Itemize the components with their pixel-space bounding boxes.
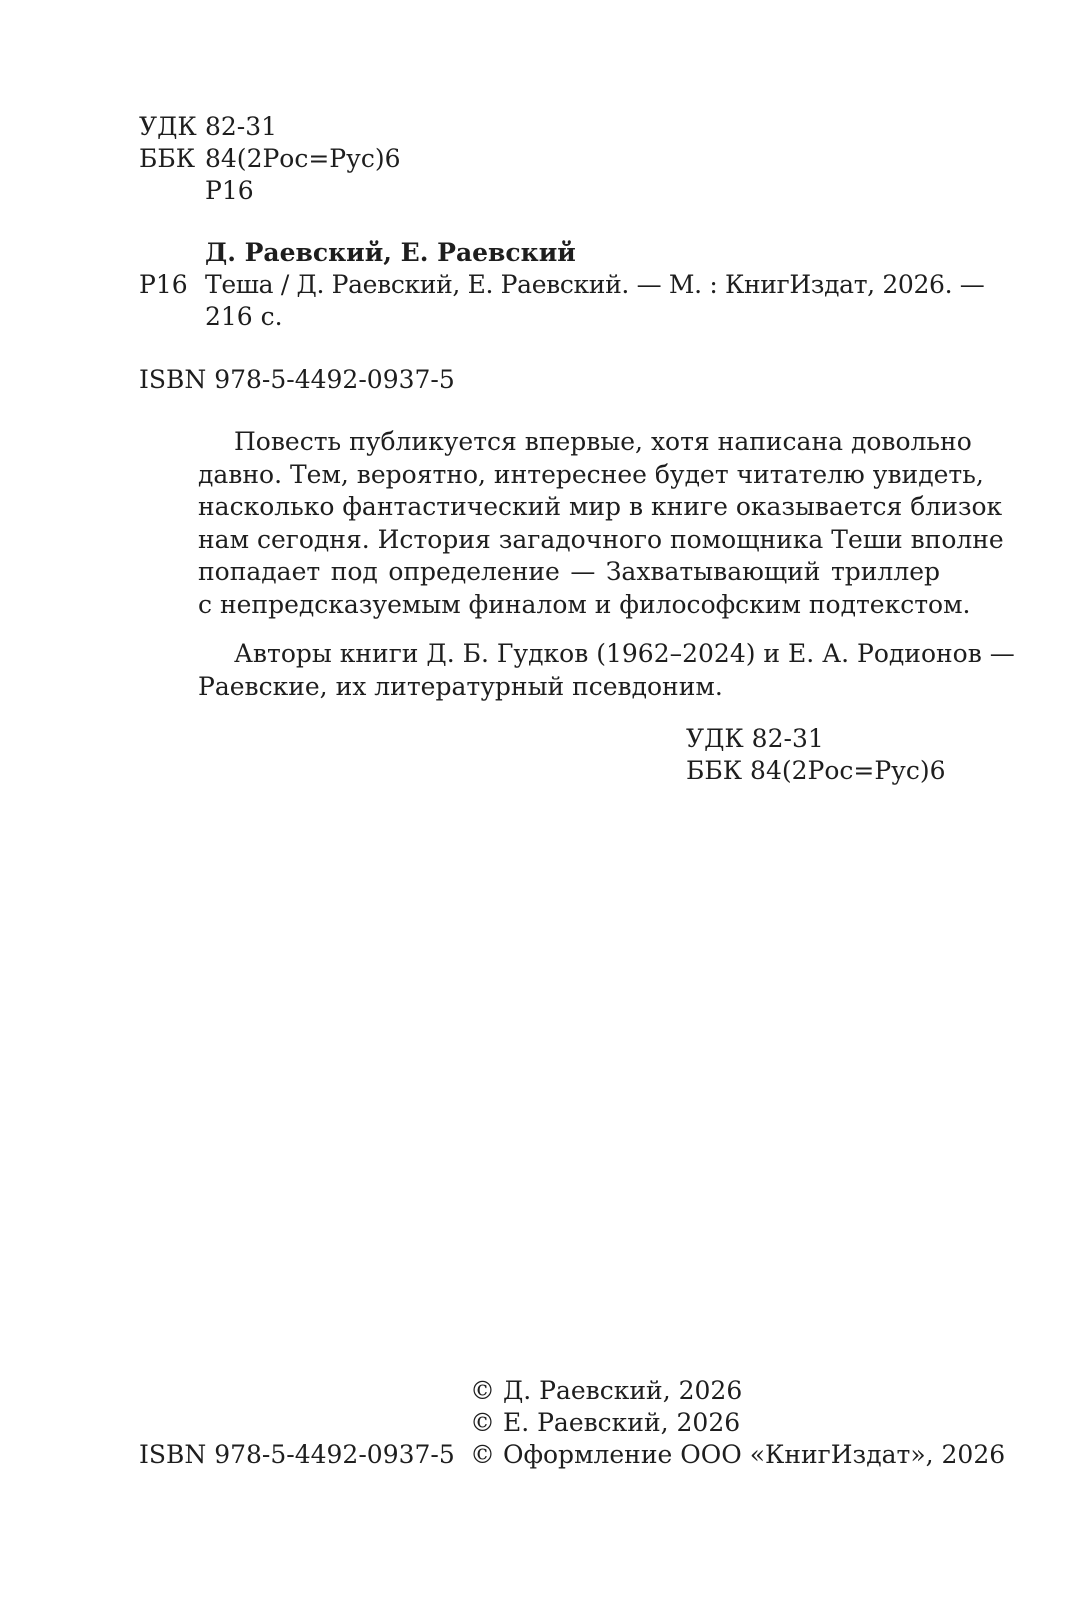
- annotation-line: Повесть публикуется впервые, хотя написана довольно: [234, 427, 972, 456]
- annotation-line: давно. Тем, вероятно, интереснее будет читателю увидеть,: [198, 459, 984, 489]
- authors-note-line: Авторы книги Д. Б. Гудков (1962–2024) и Е. А. Родионов —: [234, 639, 1015, 668]
- annotation-line: попадает под определение — Захватывающий триллер: [198, 557, 940, 586]
- bbk-repeat: ББК 84(2Рос=Рус)6: [686, 756, 946, 785]
- author-mark: Р16: [205, 176, 254, 205]
- annotation-line: с непредсказуемым финалом и философским подтекстом.: [198, 589, 971, 619]
- copyright-line: © Оформление ООО «КнигИздат», 2026: [470, 1440, 1006, 1469]
- authors-heading: Д. Раевский, Е. Раевский: [205, 238, 576, 267]
- isbn: ISBN 978-5-4492-0937-5: [139, 365, 455, 394]
- footer-isbn: ISBN 978-5-4492-0937-5: [139, 1440, 455, 1469]
- annotation-paragraph: [198, 426, 1004, 621]
- authors-note-paragraph: [198, 638, 1015, 703]
- bibliography-line-1: Теша / Д. Раевский, Е. Раевский. — М. : КнигИздат, 2026. —: [205, 270, 985, 299]
- bibliography-line-2: 216 с.: [205, 302, 283, 331]
- udk-value: 82-31: [205, 112, 278, 141]
- udk-label: УДК: [139, 112, 197, 141]
- annotation-line: насколько фантастический мир в книге оказывается близок: [198, 492, 1003, 521]
- bbk-value: 84(2Рос=Рус)6: [205, 144, 401, 173]
- copyright-line: © Д. Раевский, 2026: [470, 1376, 743, 1405]
- bibliography-mark: Р16: [139, 270, 188, 299]
- bbk-label: ББК: [139, 144, 196, 173]
- copyright-line: © Е. Раевский, 2026: [470, 1408, 741, 1437]
- udk-repeat: УДК 82-31: [686, 724, 824, 753]
- annotation-line: нам сегодня. История загадочного помощника Теши вполне: [198, 524, 1004, 554]
- authors-note-line: Раевские, их литературный псевдоним.: [198, 671, 723, 701]
